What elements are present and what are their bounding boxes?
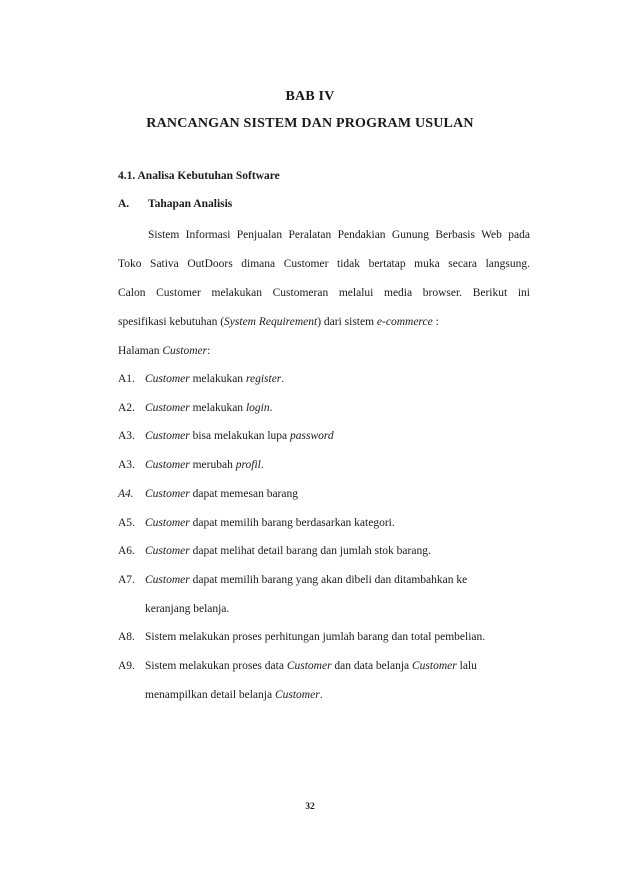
halaman-customer-label: Halaman Customer: — [118, 345, 211, 357]
emphasis-text: register — [245, 373, 282, 385]
requirement-text-continued — [145, 689, 323, 701]
requirement-number: A2. — [118, 401, 135, 414]
plain-text: melakukan — [189, 373, 246, 385]
plain-text: . — [260, 459, 264, 472]
plain-text: melakukan — [189, 401, 246, 414]
requirement-number: A7. — [118, 573, 135, 586]
plain-text: Sistem melakukan proses perhitungan jumlah barang dan total pembelian. — [145, 631, 486, 644]
plain-text: dapat melihat detail barang dan jumlah stok barang. — [189, 545, 431, 558]
subsection-marker: A. — [118, 198, 130, 210]
requirement-number: A8. — [118, 631, 135, 644]
emphasis-text: Customer — [145, 545, 190, 558]
plain-text: dapat memilih barang yang akan dibeli dan ditambahkan ke — [189, 573, 468, 586]
page-number: 32 — [305, 802, 315, 812]
requirement-number: A4. — [118, 487, 134, 500]
requirement-number: A6. — [118, 545, 135, 558]
emphasis-text: Customer — [286, 660, 332, 672]
paragraph-line-2: Toko Sativa OutDoors dimana Customer tidak bertatap muka secara langsung. — [118, 258, 530, 270]
section-heading: 4.1. Analisa Kebutuhan Software — [118, 170, 280, 182]
requirement-text — [145, 373, 284, 385]
requirement-text — [145, 574, 467, 586]
plain-text: dan data belanja — [331, 660, 413, 672]
emphasis-text: Customer — [145, 459, 190, 472]
paragraph-line-3: Calon Customer melakukan Customeran melalui media browser. Berikut ini — [118, 287, 530, 299]
requirement-text — [145, 488, 298, 500]
emphasis-text: profil — [235, 459, 261, 472]
plain-text: menampilkan detail belanja — [145, 688, 275, 701]
plain-text: lalu — [456, 660, 477, 672]
requirement-text — [145, 402, 272, 414]
requirement-number: A9. — [118, 660, 135, 672]
plain-text: merubah — [189, 459, 236, 472]
emphasis-text: Customer — [145, 516, 190, 529]
plain-text: . — [281, 373, 285, 385]
requirement-text — [145, 631, 485, 643]
emphasis-text: Customer — [145, 401, 190, 414]
emphasis-text: Customer — [412, 660, 457, 672]
subsection-heading: Tahapan Analisis — [148, 198, 233, 210]
emphasis-text: Customer — [145, 487, 190, 500]
plain-text: . — [269, 401, 273, 414]
chapter-title: RANCANGAN SISTEM DAN PROGRAM USULAN — [146, 116, 474, 131]
emphasis-text: Customer — [145, 573, 190, 586]
plain-text: dapat memilih barang berdasarkan kategori. — [189, 516, 395, 529]
requirement-number: A1. — [118, 373, 135, 385]
emphasis-text: login — [245, 401, 270, 414]
requirement-text — [145, 517, 395, 529]
paragraph-line-4: spesifikasi kebutuhan (System Requirement) dari sistem e-commerce : — [118, 316, 439, 328]
requirement-number: A3. — [118, 459, 135, 472]
emphasis-text: Customer — [145, 430, 190, 443]
paragraph-line-1: Sistem Informasi Penjualan Peralatan Pendakian Gunung Berbasis Web pada — [148, 229, 530, 241]
requirement-text-continued — [145, 603, 229, 615]
requirement-text — [145, 459, 264, 471]
requirement-number: A3. — [118, 430, 135, 443]
plain-text: bisa melakukan lupa — [189, 430, 291, 443]
plain-text: keranjang belanja. — [145, 602, 230, 615]
emphasis-text: password — [290, 430, 334, 443]
requirement-text — [145, 660, 477, 672]
emphasis-text: Customer — [274, 688, 320, 701]
requirement-number: A5. — [118, 516, 135, 529]
requirement-text — [145, 430, 334, 442]
plain-text: Sistem melakukan proses data — [145, 660, 287, 672]
chapter-label: BAB IV — [285, 89, 335, 104]
requirement-text — [145, 545, 431, 557]
plain-text: . — [319, 688, 323, 701]
plain-text: dapat memesan barang — [189, 487, 298, 500]
emphasis-text: Customer — [145, 373, 190, 385]
